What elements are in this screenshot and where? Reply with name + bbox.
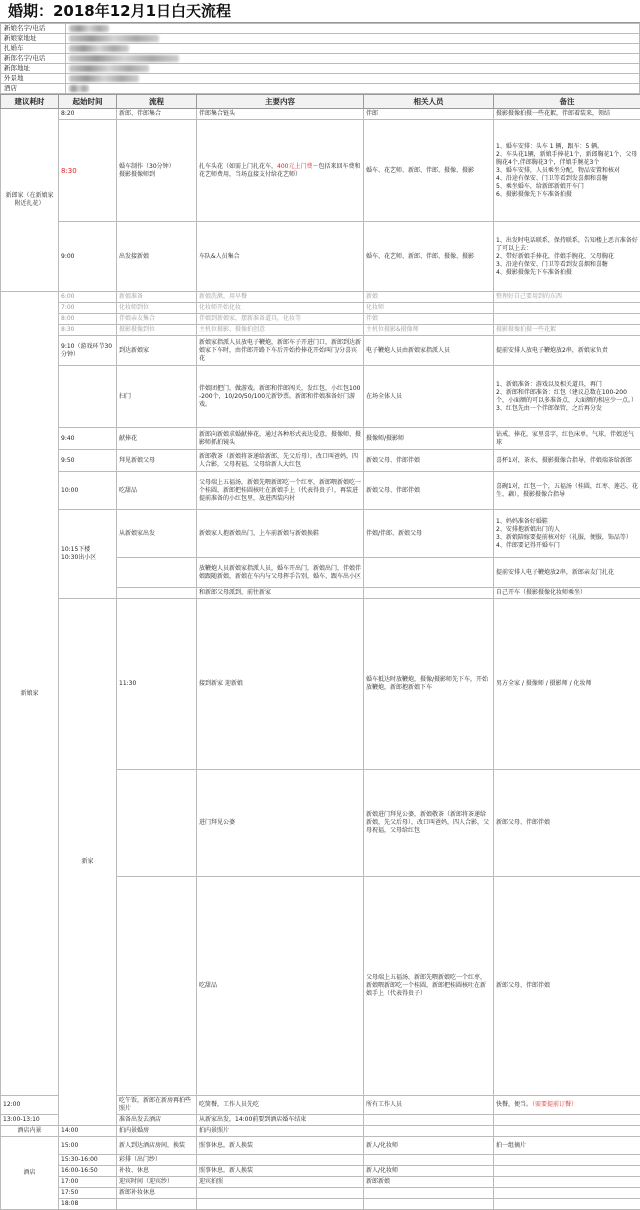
cell-time: 10:00: [59, 472, 117, 510]
redacted-value: [69, 25, 109, 32]
cell-time: 8:30: [59, 325, 117, 336]
cell-flow: 伴娘亲友集合: [117, 314, 197, 325]
info-value: [66, 44, 640, 54]
info-value: [66, 74, 640, 84]
section-label: 酒店内景: [1, 1126, 59, 1137]
cell-content: 父母端上五福汤，新娘先喂新郎吃一个红枣，新郎喂新娘吃一个桂圆，新郎把桂圆核吐在新娘手上（代表得贵子），再装进提前准备的小红包里，放进西装内衬: [197, 472, 364, 510]
cell-flow: 扫门: [117, 366, 197, 428]
cell-people: 伴郎: [364, 109, 494, 120]
page-title: 婚期：2018年12月1日白天流程: [0, 0, 640, 23]
table-row: [1, 510, 640, 558]
cell-note: 1、出发时电话联系，保持联系，告知楼上恶言准备好了可以上去： 2、带好新娘手捧花，伴娘手腕花、父母胸花 3、沿途有保安、门卫等看到发喜烟和喜糖 4、摄影摄像先下车准备拍摄: [494, 222, 640, 292]
cell-note: 喜杯1对，茶水，摄影摄像合指导，伴娘端茶给新郎: [494, 450, 640, 472]
table-row: [1, 428, 640, 450]
header-note: 备注: [494, 95, 640, 109]
cell-people: 新娘父母、伴郎伴娘: [364, 450, 494, 472]
cell-time: 8:20: [59, 109, 117, 120]
cell-people: 新郎新娘: [364, 1177, 494, 1188]
info-row: [1, 24, 640, 34]
cell-note: 提前安排人电子鞭炮放2串，新郎亲友门扎花: [494, 558, 640, 588]
cell-time: 9:40: [59, 428, 117, 450]
cell-content: 新娘家指派人员放电子鞭炮，新郎车子开进门口，新郎到达新娘家下车时，由伴郎开路下车后开始拎捧花开始叫门/分喜宾花: [197, 336, 364, 366]
cell-content: 拍内景照片: [197, 1126, 364, 1137]
table-row: [1, 120, 640, 222]
cell-time: 8:00: [59, 314, 117, 325]
cell-time: 7:00: [59, 303, 117, 314]
cell-time: 12:00: [1, 1096, 59, 1115]
redacted-value: [69, 55, 179, 62]
table-row: [1, 1177, 640, 1188]
cell-people: [364, 1126, 494, 1137]
cell-content: 婚车抵达时放鞭炮，摄像/摄影师先下车，开始放鞭炮，新郎抱新娘下车: [364, 599, 494, 770]
cell-note: 拍一组摘片: [494, 1137, 640, 1155]
cell-time: 13:00-13:10: [1, 1115, 59, 1126]
cell-people: 新人/化妆师: [364, 1137, 494, 1155]
content-text: 扎车头花（如需上门扎花车，: [199, 163, 277, 170]
info-value: [66, 54, 640, 64]
cell-flow: [117, 588, 197, 599]
cell-flow: 新郎、伴郎集合: [117, 109, 197, 120]
cell-note: [494, 1177, 640, 1188]
cell-note: [494, 1115, 640, 1126]
cell-note: 摄影摄像拍摄一些花絮，伴郎着装来，领结: [494, 109, 640, 120]
cell-flow: [117, 1199, 197, 1210]
cell-flow: 迎宾时间（迎宾纱）: [117, 1177, 197, 1188]
cell-flow: 接到新家 迎新娘: [197, 599, 364, 770]
cell-content: [197, 120, 364, 222]
cell-time: 11:30: [117, 599, 197, 770]
cell-content: 从新家出发，14:00前要到酒店婚车结束: [197, 1115, 364, 1126]
cell-flow: 拜见新娘父母: [117, 450, 197, 472]
cell-flow: 化妆师到位: [117, 303, 197, 314]
cell-people: [364, 558, 494, 588]
cell-people: 男方全家 / 摄像师 / 摄影师 / 化妆师: [494, 599, 640, 770]
cell-flow: 献捧花: [117, 428, 197, 450]
cell-flow: 拍内景婚房: [117, 1126, 197, 1137]
header-duration: 建议耗时: [1, 95, 59, 109]
cell-content: 照事休息，新人换装: [197, 1137, 364, 1155]
cell-time: 16:00-16:50: [59, 1166, 117, 1177]
cell-time: 9:10（游戏环节30分钟）: [59, 336, 117, 366]
header-row: [1, 95, 640, 109]
cell-time: [117, 877, 197, 1096]
cell-time: 14:00: [59, 1126, 117, 1137]
cell-people: 新人/化妆师: [364, 1166, 494, 1177]
info-label: 外景地: [1, 74, 66, 84]
table-row: [1, 1199, 640, 1210]
cell-people: 所有工作人员: [364, 1096, 494, 1115]
cell-content: 伴郎集合链头: [197, 109, 364, 120]
cell-flow: 吃甜品: [197, 877, 364, 1096]
info-value: [66, 24, 640, 34]
section-label: 新郎家（在新娘家附近扎花）: [1, 109, 59, 292]
cell-people: 电子鞭炮人员由新娘家指派人员: [364, 336, 494, 366]
cell-time: 15:30-16:00: [59, 1155, 117, 1166]
cell-flow: 吃甜品: [117, 472, 197, 510]
schedule-table: [0, 94, 640, 1210]
cell-people: 伴娘: [364, 314, 494, 325]
cell-note: [494, 303, 640, 314]
info-row: [1, 54, 640, 64]
header-flow: 流程: [117, 95, 197, 109]
cell-people: 伴娘/伴郎、新娘父母: [364, 510, 494, 558]
cell-content: 吃简餐，工作人员先吃: [197, 1096, 364, 1115]
cell-flow: 摄影摄像到位: [117, 325, 197, 336]
info-value: [66, 84, 640, 94]
cell-note: 摄影摄像拍摄一些花絮: [494, 325, 640, 336]
cell-note: 1、妈妈准备好婚鞋 2、安排抱新娘出门的人 3、新娘陪嫁要提前核对好（礼服，便服，饰品等） 4、伴郎要记得开婚车门: [494, 510, 640, 558]
info-table: [0, 23, 640, 94]
table-row: [1, 303, 640, 314]
table-row: [1, 450, 640, 472]
cell-people: 新娘父母、伴郎伴娘: [364, 472, 494, 510]
header-start-time: 起始时间: [59, 95, 117, 109]
info-row: [1, 84, 640, 94]
cell-time: 18:08: [59, 1199, 117, 1210]
table-row: [1, 1126, 640, 1137]
cell-people: 婚车、花艺师、新郎、伴郎、摄像、摄影: [364, 222, 494, 292]
cell-people: [364, 1155, 494, 1166]
section-label: 新家: [59, 599, 117, 1126]
table-row: [1, 314, 640, 325]
table-row: [1, 1155, 640, 1166]
info-row: [1, 64, 640, 74]
info-label: 新郎地址: [1, 64, 66, 74]
cell-people: 化妆师: [364, 303, 494, 314]
info-label: 新郎名字/电话: [1, 54, 66, 64]
redacted-value: [69, 65, 149, 72]
info-row: [1, 74, 640, 84]
cell-flow: 吃午饭，新郎在新房再拍些照片: [117, 1096, 197, 1115]
cell-content: 化妆师开始化妆: [197, 303, 364, 314]
cell-content: 新郎向新娘求婚献捧花，通过各种形式表达爱意，摄像师、摄影师抓拍镜头: [197, 428, 364, 450]
upfront-fee: 400元上门费: [277, 163, 312, 170]
cell-content: 伴娘团把门，做游戏。新郎和伴郎闯关，发红包，小红包100-200个，10/20/50/100元新钞票。新郎和伴娘准备好门游戏。: [197, 366, 364, 428]
cell-people: [364, 1199, 494, 1210]
table-row: [1, 1137, 640, 1155]
table-row: [1, 336, 640, 366]
cell-content: [197, 1188, 364, 1199]
section-label: 酒店: [1, 1137, 59, 1210]
cell-flow: 补妆、休息: [117, 1166, 197, 1177]
cell-note: 1、婚车安排：头车 1 辆，跟车：5 辆。 2、车头花1辆，新娘手捧花1个，新郎胸花1个，父母胸花4个,伴郎胸花3个，伴娘手腕花3个 3、婚车安排，人员乘坐分配，物品安置和核对 4、沿途有保安、门卫等看到发喜烟和喜糖 5、乘坐婚车，给新郎新娘开车门 6、摄影摄像先下车准备拍摄: [494, 120, 640, 222]
cell-note: 整理好自己要用到的东西: [494, 292, 640, 303]
cell-content: 车队&人员集合: [197, 222, 364, 292]
cell-note: [494, 1126, 640, 1137]
info-value: [66, 64, 640, 74]
table-row: [1, 109, 640, 120]
cell-content: 照事休息，新人换装: [197, 1166, 364, 1177]
info-label: 扎婚车: [1, 44, 66, 54]
info-value: [66, 34, 640, 44]
header-people: 相关人员: [364, 95, 494, 109]
cell-time: 9:50: [59, 450, 117, 472]
cell-note: 钻戒，捧花，家里喜字，红色床单，气球，伴娘送气球: [494, 428, 640, 450]
cell-flow: [117, 558, 197, 588]
info-label: 新娘名字/电话: [1, 24, 66, 34]
table-row: [1, 1166, 640, 1177]
cell-content: 和新郎父母派到，前往新家: [197, 588, 364, 599]
cell-note: [494, 1155, 640, 1166]
cell-flow: 彩排（出门纱）: [117, 1155, 197, 1166]
cell-people: 新郎父母、伴郎伴娘: [494, 770, 640, 877]
cell-content: 新郎敬茶（新娘将茶递给新郎，先父后母），改口叫爸妈，四人合影，父母祝福，父母给新人大红包: [197, 450, 364, 472]
cell-time: [117, 770, 197, 877]
cell-content: 新娘洗漱，用早餐: [197, 292, 364, 303]
cell-flow: 新郎补妆休息: [117, 1188, 197, 1199]
cell-time: 10:15下楼 10:30出小区: [59, 510, 117, 599]
cell-people: [364, 588, 494, 599]
info-row: [1, 34, 640, 44]
cell-people: 在场全体人员: [364, 366, 494, 428]
cell-people: 婚车、花艺师、新郎、伴郎、摄像、摄影: [364, 120, 494, 222]
redacted-value: [69, 85, 89, 92]
cell-content: 新娘家人抱新娘出门，上车前新娘与新娘换鞋: [197, 510, 364, 558]
cell-content: [197, 1199, 364, 1210]
header-content: 主要内容: [197, 95, 364, 109]
cell-note: 自己开车（摄影摄像化妆师乘坐）: [494, 588, 640, 599]
cell-time: 15:00: [59, 1137, 117, 1155]
cell-flow: 新娘准备: [117, 292, 197, 303]
table-row: [1, 292, 640, 303]
info-row: [1, 44, 640, 54]
cell-content: 放鞭炮人员新娘家指派人员，婚车开出门，新娘出门，伴娘伴娘跟随新娘，新娘在车内与父母挥手告别，婚车、跟车出小区: [197, 558, 364, 588]
redacted-value: [69, 45, 129, 52]
cell-content: 迎宾拍照: [197, 1177, 364, 1188]
note-text: 快餐，便当。: [496, 1101, 532, 1108]
redacted-value: [69, 75, 139, 82]
cell-time: 17:00: [59, 1177, 117, 1188]
info-label: 酒店: [1, 84, 66, 94]
cell-content: 主机位摄影、摄像拍创意: [197, 325, 364, 336]
cell-time: 17:50: [59, 1188, 117, 1199]
cell-content: 新娘进门拜见公婆，新娘敬茶（新郎将茶递给新娘，先父后母），改口叫爸妈，四人合影，父母祝福，父母给红包: [364, 770, 494, 877]
info-label: 新娘家地址: [1, 34, 66, 44]
table-row: [1, 325, 640, 336]
cell-flow: 婚车制作（30分钟） 摄影摄像师到: [117, 120, 197, 222]
section-label: 新娘家: [1, 292, 59, 1096]
table-row: [1, 472, 640, 510]
table-row: [1, 1188, 640, 1199]
cell-time: [59, 366, 117, 428]
cell-people: [364, 1115, 494, 1126]
cell-note: [494, 1199, 640, 1210]
cell-note: [494, 314, 640, 325]
cell-people: [364, 1188, 494, 1199]
cell-flow: 进门拜见公婆: [197, 770, 364, 877]
cell-note: 1、新娘准备：游戏以及相关道具，再门 2、新郎和伴郎准备：红包（建议总数在100-200个，小面额的可以多准备点，大面额的相应少一点。） 3、红包先由一个伴郎保管，之后再分发: [494, 366, 640, 428]
cell-people: 主机位摄影&摄像师: [364, 325, 494, 336]
cell-time: 6:00: [59, 292, 117, 303]
cell-note: [494, 1188, 640, 1199]
table-row: [1, 366, 640, 428]
cell-content: 父母端上五福汤，新郎先喂新娘吃一个红枣，新娘喂新郎吃一个桂圆，新郎把桂圆核吐在新娘手上（代表得贵子）: [364, 877, 494, 1096]
cell-time: 8:30: [59, 120, 117, 222]
cell-time: 9:00: [59, 222, 117, 292]
cell-flow: 到达新娘家: [117, 336, 197, 366]
cell-people: 新郎父母、伴郎伴娘: [494, 877, 640, 1096]
table-row: [1, 599, 640, 770]
cell-people: 摄像师/摄影师: [364, 428, 494, 450]
cell-flow: 新人到达酒店房间，换装: [117, 1137, 197, 1155]
content-text: －包括来回车费和花艺师费用，当场直接支付给花艺师）: [199, 163, 360, 178]
cell-flow: 出发接新娘: [117, 222, 197, 292]
table-row: [1, 222, 640, 292]
cell-note: [494, 1096, 640, 1115]
redacted-value: [69, 35, 159, 42]
cell-flow: 从新娘家出发: [117, 510, 197, 558]
cell-note: [494, 1166, 640, 1177]
cell-note: 提前安排人放电子鞭炮放2串，新娘家负责: [494, 336, 640, 366]
cell-content: [197, 1155, 364, 1166]
cell-flow: 准备出发去酒店: [117, 1115, 197, 1126]
cell-people: 新娘: [364, 292, 494, 303]
note-warning: （需要提前订餐）: [532, 1101, 577, 1108]
cell-content: 伴娘到新娘家，摆新准备道具，化妆等: [197, 314, 364, 325]
cell-note: 喜碗1对，红包一个，五福汤（桂圆，红枣、莲芯、花生、藕），摄影摄像合指导: [494, 472, 640, 510]
